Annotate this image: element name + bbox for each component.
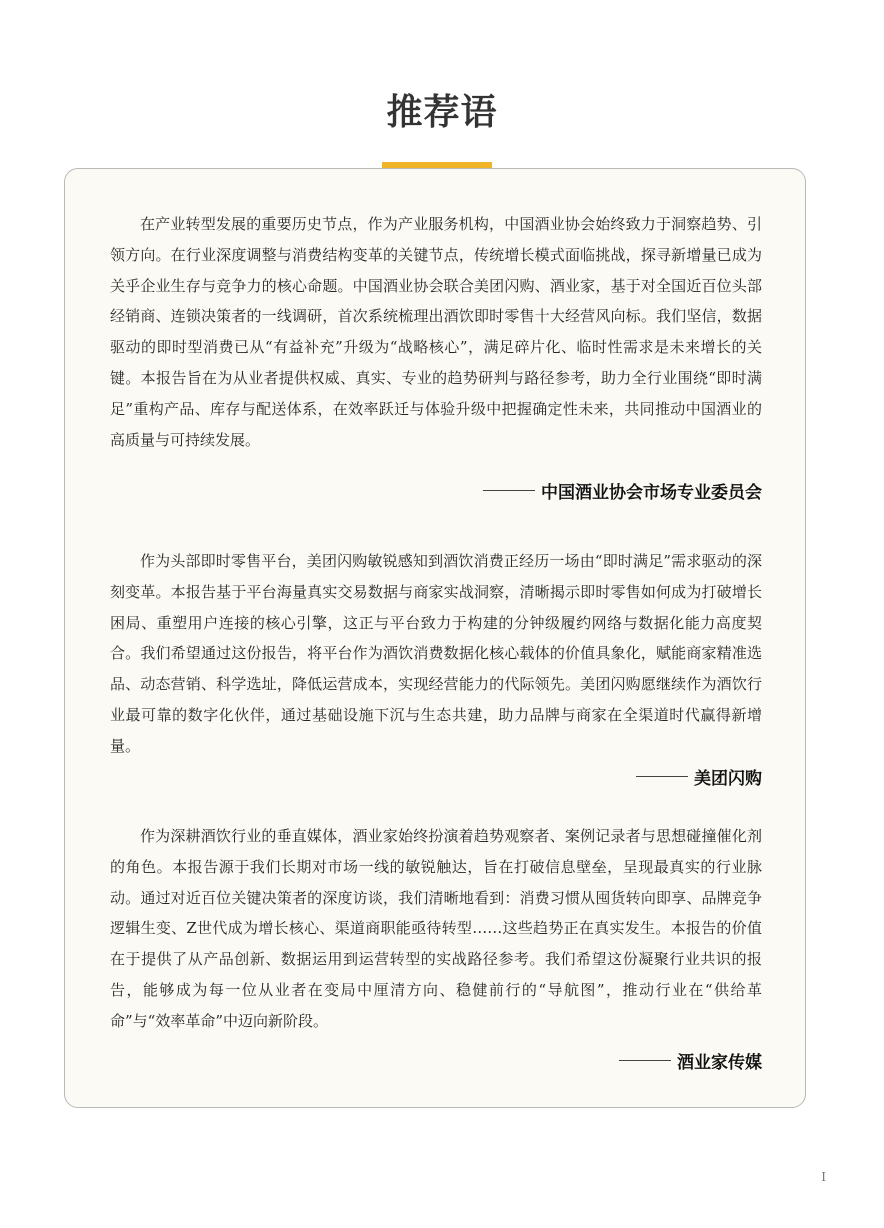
signature-text: 中国酒业协会市场专业委员会	[541, 483, 762, 503]
recommendation-signature-1	[483, 478, 762, 503]
signature-dash	[619, 1060, 671, 1061]
signature-text: 美团闪购	[694, 769, 762, 789]
page-title: 推荐语	[386, 91, 498, 133]
recommendation-signature-2	[636, 764, 762, 789]
recommendation-signature-3	[619, 1048, 762, 1073]
signature-dash	[636, 776, 688, 777]
recommendation-paragraph-1: 在产业转型发展的重要历史节点，作为产业服务机构，中国酒业协会始终致力于洞察趋势、引领方向。在行业深度调整与消费结构变革的关键节点，传统增长模式面临挑战，探寻新增量已成为关乎企业生存与竞争力的核心命题。中国酒业协会联合美团闪购、酒业家，基于对全国近百位头部经销商、连锁决策者的一线调研，首次系统梳理出酒饮即时零售十大经营风向标。我们坚信，数据驱动的即时型消费已从“有益补充”升级为“战略核心”，满足碎片化、临时性需求是未来增长的关键。本报告旨在为从业者提供权威、真实、专业的趋势研判与路径参考，助力全行业围绕“即时满足”重构产品、库存与配送体系，在效率跃迁与体验升级中把握确定性未来，共同推动中国酒业的高质量与可持续发展。	[110, 215, 762, 449]
recommendation-paragraph-2: 作为头部即时零售平台，美团闪购敏锐感知到酒饮消费正经历一场由“即时满足”需求驱动的深刻变革。本报告基于平台海量真实交易数据与商家实战洞察，清晰揭示即时零售如何成为打破增长困局、重塑用户连接的核心引擎，这正与平台致力于构建的分钟级履约网络与数据化能力高度契合。我们希望通过这份报告，将平台作为酒饮消费数据化核心载体的价值具象化，赋能商家精准选品、动态营销、科学选址，降低运营成本，实现经营能力的代际领先。美团闪购愿继续作为酒饮行业最可靠的数字化伙伴，通过基础设施下沉与生态共建，助力品牌与商家在全渠道时代赢得新增量。	[110, 552, 762, 755]
signature-text: 酒业家传媒	[677, 1053, 762, 1073]
recommendation-paragraph-3: 作为深耕酒饮行业的垂直媒体，酒业家始终扮演着趋势观察者、案例记录者与思想碰撞催化剂的角色。本报告源于我们长期对市场一线的敏锐触达，旨在打破信息壁垒，呈现最真实的行业脉动。通过对近百位关键决策者的深度访谈，我们清晰地看到：消费习惯从囤货转向即享、品牌竞争逻辑生变、Z世代成为增长核心、渠道商职能亟待转型……这些趋势正在真实发生。本报告的价值在于提供了从产品创新、数据运用到运营转型的实战路径参考。我们希望这份凝聚行业共识的报告，能够成为每一位从业者在变局中厘清方向、稳健前行的“导航图”，推动行业在“供给革命”与“效率革命”中迈向新阶段。	[110, 827, 762, 1030]
signature-dash	[483, 490, 535, 491]
page-number: I	[821, 1170, 826, 1184]
